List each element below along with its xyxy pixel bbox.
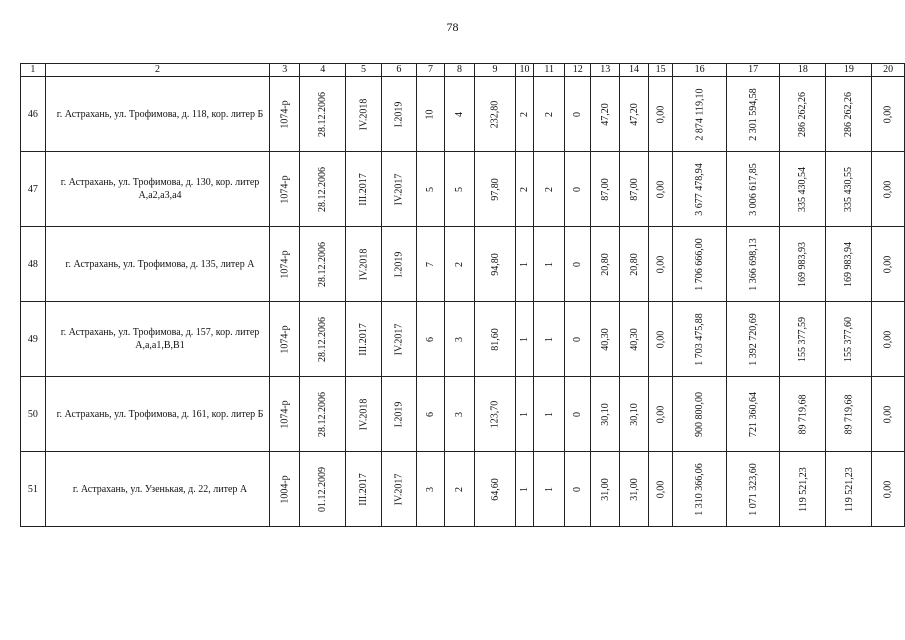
cost-local-text: 155 377,60 bbox=[843, 316, 855, 362]
planned-end-text: IV.2017 bbox=[393, 173, 405, 205]
cost-other-text: 0,00 bbox=[882, 105, 894, 123]
col-14-area-text: 87,00 bbox=[628, 177, 640, 201]
col-13-area bbox=[591, 227, 620, 302]
total-area bbox=[475, 77, 516, 152]
col-11-value bbox=[534, 227, 565, 302]
col-14-area bbox=[620, 302, 649, 377]
cost-region bbox=[780, 377, 826, 452]
col-12-value-text: 0 bbox=[572, 186, 584, 192]
col-13-area bbox=[591, 377, 620, 452]
order-date-text: 28.12.2006 bbox=[317, 166, 329, 212]
residents-count-text: 5 bbox=[424, 186, 436, 192]
col-14-area bbox=[620, 152, 649, 227]
order-date-text: 28.12.2006 bbox=[317, 91, 329, 137]
col-14-area bbox=[620, 227, 649, 302]
planned-start bbox=[346, 302, 382, 377]
planned-start-text: III.2017 bbox=[357, 172, 369, 206]
total-cost-text: 2 874 119,10 bbox=[694, 87, 706, 141]
col-10-value bbox=[515, 227, 533, 302]
planned-start-text: IV.2018 bbox=[357, 248, 369, 280]
col-10-value-text: 1 bbox=[519, 411, 531, 417]
cost-local-text: 89 719,68 bbox=[843, 394, 855, 434]
residents-count bbox=[417, 77, 445, 152]
cost-other bbox=[872, 77, 905, 152]
residents-count-text: 10 bbox=[424, 109, 436, 119]
cost-fund-text: 3 006 617,85 bbox=[747, 162, 759, 216]
cost-fund bbox=[726, 77, 780, 152]
total-area-text: 123,70 bbox=[489, 400, 501, 428]
order-date bbox=[300, 377, 346, 452]
col-14-area bbox=[620, 77, 649, 152]
col-11-value-text: 1 bbox=[543, 261, 555, 267]
residents-count bbox=[417, 377, 445, 452]
col-15-area-text: 0,00 bbox=[655, 105, 667, 123]
col-15-area-text: 0,00 bbox=[655, 330, 667, 348]
col-13-area bbox=[591, 302, 620, 377]
col-15-area bbox=[648, 377, 673, 452]
residents-count bbox=[417, 452, 445, 527]
col-13-area-text: 40,30 bbox=[599, 327, 611, 351]
col-12-value-text: 0 bbox=[572, 411, 584, 417]
cost-region bbox=[780, 77, 826, 152]
order-date bbox=[300, 302, 346, 377]
households-count bbox=[444, 302, 474, 377]
col-13-area bbox=[591, 77, 620, 152]
planned-start-text: IV.2018 bbox=[357, 98, 369, 130]
cost-other-text: 0,00 bbox=[882, 330, 894, 348]
households-count bbox=[444, 227, 474, 302]
cost-region-text: 89 719,68 bbox=[797, 394, 809, 434]
planned-end-text: I.2019 bbox=[393, 401, 405, 427]
col-11-value-text: 1 bbox=[543, 411, 555, 417]
order-number bbox=[270, 452, 300, 527]
col-10-value-text: 2 bbox=[519, 111, 531, 117]
households-count-text: 5 bbox=[453, 186, 465, 192]
cost-other-text: 0,00 bbox=[882, 180, 894, 198]
cost-region bbox=[780, 452, 826, 527]
order-number-text: 1074-р bbox=[279, 174, 291, 204]
households-count-text: 2 bbox=[453, 261, 465, 267]
col-14-area bbox=[620, 377, 649, 452]
col-12-value-text: 0 bbox=[572, 111, 584, 117]
cost-fund-text: 1 366 698,13 bbox=[747, 237, 759, 291]
planned-end-text: IV.2017 bbox=[393, 323, 405, 355]
order-number bbox=[270, 377, 300, 452]
col-10-value bbox=[515, 452, 533, 527]
row-number: 48 bbox=[21, 227, 46, 302]
header-cell: 19 bbox=[826, 64, 872, 77]
col-15-area-text: 0,00 bbox=[655, 480, 667, 498]
order-number-text: 1074-р bbox=[279, 99, 291, 129]
total-cost bbox=[673, 77, 727, 152]
total-area bbox=[475, 227, 516, 302]
total-cost-text: 900 800,00 bbox=[694, 391, 706, 437]
total-cost bbox=[673, 302, 727, 377]
col-11-value bbox=[534, 452, 565, 527]
households-count-text: 3 bbox=[453, 336, 465, 342]
cost-local-text: 119 521,23 bbox=[843, 466, 855, 512]
cost-region bbox=[780, 227, 826, 302]
col-12-value-text: 0 bbox=[572, 486, 584, 492]
cost-local-text: 335 430,55 bbox=[843, 166, 855, 212]
planned-start bbox=[346, 377, 382, 452]
total-area bbox=[475, 152, 516, 227]
households-count bbox=[444, 452, 474, 527]
table-row bbox=[21, 452, 905, 527]
table-row bbox=[21, 227, 905, 302]
planned-start-text: IV.2018 bbox=[357, 398, 369, 430]
planned-end bbox=[381, 452, 416, 527]
col-10-value-text: 1 bbox=[519, 336, 531, 342]
order-number-text: 1074-р bbox=[279, 399, 291, 429]
header-row bbox=[21, 64, 905, 77]
cost-region-text: 286 262,26 bbox=[797, 91, 809, 137]
residents-count-text: 3 bbox=[424, 486, 436, 492]
order-date-text: 28.12.2006 bbox=[317, 316, 329, 362]
header-cell: 8 bbox=[444, 64, 474, 77]
total-cost-text: 3 677 478,94 bbox=[694, 162, 706, 216]
cost-fund bbox=[726, 452, 780, 527]
planned-end-text: I.2019 bbox=[393, 101, 405, 127]
row-number: 46 bbox=[21, 77, 46, 152]
order-number-text: 1074-р bbox=[279, 249, 291, 279]
cost-region bbox=[780, 152, 826, 227]
total-cost-text: 1 706 666,00 bbox=[694, 237, 706, 291]
planned-end bbox=[381, 227, 416, 302]
col-10-value-text: 2 bbox=[519, 186, 531, 192]
address-cell: г. Астрахань, ул. Трофимова, д. 157, кор. литер А,а,а1,В,В1 bbox=[45, 302, 270, 377]
cost-local-text: 169 983,94 bbox=[843, 241, 855, 287]
col-13-area-text: 30,10 bbox=[599, 402, 611, 426]
header-cell: 17 bbox=[726, 64, 780, 77]
planned-end bbox=[381, 152, 416, 227]
order-number bbox=[270, 152, 300, 227]
total-cost-text: 1 703 475,88 bbox=[694, 312, 706, 366]
header-cell: 12 bbox=[565, 64, 591, 77]
header-cell: 2 bbox=[45, 64, 270, 77]
col-12-value bbox=[565, 377, 591, 452]
header-cell: 7 bbox=[417, 64, 445, 77]
col-11-value-text: 2 bbox=[543, 111, 555, 117]
col-13-area-text: 47,20 bbox=[599, 102, 611, 126]
col-12-value bbox=[565, 227, 591, 302]
col-13-area bbox=[591, 152, 620, 227]
cost-local bbox=[826, 152, 872, 227]
header-cell: 5 bbox=[346, 64, 382, 77]
cost-other bbox=[872, 227, 905, 302]
total-cost bbox=[673, 452, 727, 527]
total-cost bbox=[673, 377, 727, 452]
total-area-text: 232,80 bbox=[489, 100, 501, 128]
col-15-area bbox=[648, 452, 673, 527]
col-12-value bbox=[565, 452, 591, 527]
order-date bbox=[300, 227, 346, 302]
header-cell: 4 bbox=[300, 64, 346, 77]
col-15-area bbox=[648, 227, 673, 302]
cost-other bbox=[872, 152, 905, 227]
col-13-area-text: 87,00 bbox=[599, 177, 611, 201]
cost-other bbox=[872, 377, 905, 452]
col-13-area bbox=[591, 452, 620, 527]
row-number: 47 bbox=[21, 152, 46, 227]
header-cell: 16 bbox=[673, 64, 727, 77]
total-area bbox=[475, 302, 516, 377]
households-count bbox=[444, 377, 474, 452]
households-count-text: 3 bbox=[453, 411, 465, 417]
planned-start bbox=[346, 77, 382, 152]
header-cell: 6 bbox=[381, 64, 416, 77]
col-14-area-text: 40,30 bbox=[628, 327, 640, 351]
residents-count-text: 6 bbox=[424, 336, 436, 342]
cost-other bbox=[872, 302, 905, 377]
planned-start bbox=[346, 227, 382, 302]
planned-start-text: III.2017 bbox=[357, 322, 369, 356]
planned-end bbox=[381, 302, 416, 377]
col-12-value bbox=[565, 77, 591, 152]
col-11-value bbox=[534, 77, 565, 152]
col-12-value-text: 0 bbox=[572, 336, 584, 342]
col-13-area-text: 31,00 bbox=[599, 477, 611, 501]
col-14-area-text: 20,80 bbox=[628, 252, 640, 276]
planned-end bbox=[381, 377, 416, 452]
cost-fund bbox=[726, 302, 780, 377]
cost-region-text: 169 983,93 bbox=[797, 241, 809, 287]
address-cell: г. Астрахань, ул. Трофимова, д. 118, кор. литер Б bbox=[45, 77, 270, 152]
households-count bbox=[444, 77, 474, 152]
table-row bbox=[21, 377, 905, 452]
total-area-text: 94,80 bbox=[489, 252, 501, 276]
col-11-value-text: 1 bbox=[543, 486, 555, 492]
row-number: 51 bbox=[21, 452, 46, 527]
households-count bbox=[444, 152, 474, 227]
cost-local bbox=[826, 377, 872, 452]
households-count-text: 2 bbox=[453, 486, 465, 492]
cost-fund-text: 721 360,64 bbox=[747, 391, 759, 437]
header-cell: 15 bbox=[648, 64, 673, 77]
order-number bbox=[270, 77, 300, 152]
table-row bbox=[21, 302, 905, 377]
address-cell: г. Астрахань, ул. Трофимова, д. 130, кор. литер А,а2,а3,а4 bbox=[45, 152, 270, 227]
cost-region-text: 119 521,23 bbox=[797, 466, 809, 512]
col-12-value bbox=[565, 302, 591, 377]
order-number bbox=[270, 227, 300, 302]
col-11-value-text: 1 bbox=[543, 336, 555, 342]
cost-fund-text: 1 392 720,69 bbox=[747, 312, 759, 366]
cost-fund-text: 2 301 594,58 bbox=[747, 87, 759, 141]
header-cell: 3 bbox=[270, 64, 300, 77]
col-15-area bbox=[648, 152, 673, 227]
table-row bbox=[21, 77, 905, 152]
cost-other bbox=[872, 452, 905, 527]
page-number: 78 bbox=[446, 20, 459, 34]
order-date bbox=[300, 152, 346, 227]
col-14-area-text: 30,10 bbox=[628, 402, 640, 426]
cost-fund bbox=[726, 227, 780, 302]
col-11-value bbox=[534, 377, 565, 452]
row-number: 50 bbox=[21, 377, 46, 452]
table-row bbox=[21, 152, 905, 227]
row-number: 49 bbox=[21, 302, 46, 377]
residents-count bbox=[417, 302, 445, 377]
cost-local-text: 286 262,26 bbox=[843, 91, 855, 137]
col-15-area-text: 0,00 bbox=[655, 180, 667, 198]
cost-local bbox=[826, 452, 872, 527]
residents-count bbox=[417, 152, 445, 227]
header-cell: 1 bbox=[21, 64, 46, 77]
order-date bbox=[300, 77, 346, 152]
col-11-value bbox=[534, 152, 565, 227]
col-12-value bbox=[565, 152, 591, 227]
planned-end bbox=[381, 77, 416, 152]
planned-start bbox=[346, 152, 382, 227]
col-14-area bbox=[620, 452, 649, 527]
total-cost bbox=[673, 227, 727, 302]
total-cost-text: 1 310 366,06 bbox=[694, 462, 706, 516]
header-cell: 10 bbox=[515, 64, 533, 77]
cost-local bbox=[826, 77, 872, 152]
residents-count-text: 6 bbox=[424, 411, 436, 417]
address-cell: г. Астрахань, ул. Трофимова, д. 135, литер А bbox=[45, 227, 270, 302]
col-11-value bbox=[534, 302, 565, 377]
cost-region-text: 335 430,54 bbox=[797, 166, 809, 212]
cost-other-text: 0,00 bbox=[882, 480, 894, 498]
col-14-area-text: 47,20 bbox=[628, 102, 640, 126]
cost-region bbox=[780, 302, 826, 377]
col-10-value bbox=[515, 377, 533, 452]
residents-count-text: 7 bbox=[424, 261, 436, 267]
planned-start-text: III.2017 bbox=[357, 472, 369, 506]
col-11-value-text: 2 bbox=[543, 186, 555, 192]
cost-local bbox=[826, 227, 872, 302]
order-date-text: 28.12.2006 bbox=[317, 391, 329, 437]
total-area-text: 97,80 bbox=[489, 177, 501, 201]
order-date-text: 01.12.2009 bbox=[317, 466, 329, 512]
cost-fund-text: 1 071 323,60 bbox=[747, 462, 759, 516]
total-area bbox=[475, 377, 516, 452]
total-cost bbox=[673, 152, 727, 227]
col-13-area-text: 20,80 bbox=[599, 252, 611, 276]
order-number bbox=[270, 302, 300, 377]
cost-other-text: 0,00 bbox=[882, 405, 894, 423]
header-cell: 20 bbox=[872, 64, 905, 77]
registry-table bbox=[20, 63, 905, 527]
col-14-area-text: 31,00 bbox=[628, 477, 640, 501]
col-12-value-text: 0 bbox=[572, 261, 584, 267]
header-cell: 13 bbox=[591, 64, 620, 77]
cost-fund bbox=[726, 152, 780, 227]
planned-end-text: I.2019 bbox=[393, 251, 405, 277]
col-10-value bbox=[515, 302, 533, 377]
residents-count bbox=[417, 227, 445, 302]
col-15-area bbox=[648, 77, 673, 152]
order-number-text: 1074-р bbox=[279, 324, 291, 354]
total-area-text: 81,60 bbox=[489, 327, 501, 351]
col-15-area-text: 0,00 bbox=[655, 255, 667, 273]
header-cell: 14 bbox=[620, 64, 649, 77]
address-cell: г. Астрахань, ул. Узенькая, д. 22, литер А bbox=[45, 452, 270, 527]
cost-local bbox=[826, 302, 872, 377]
planned-start bbox=[346, 452, 382, 527]
col-10-value bbox=[515, 152, 533, 227]
cost-other-text: 0,00 bbox=[882, 255, 894, 273]
order-number-text: 1004-р bbox=[279, 474, 291, 504]
col-10-value bbox=[515, 77, 533, 152]
header-cell: 9 bbox=[475, 64, 516, 77]
address-cell: г. Астрахань, ул. Трофимова, д. 161, кор. литер Б bbox=[45, 377, 270, 452]
order-date-text: 28.12.2006 bbox=[317, 241, 329, 287]
total-area-text: 64,60 bbox=[489, 477, 501, 501]
col-15-area bbox=[648, 302, 673, 377]
header-cell: 11 bbox=[534, 64, 565, 77]
col-10-value-text: 1 bbox=[519, 261, 531, 267]
cost-fund bbox=[726, 377, 780, 452]
cost-region-text: 155 377,59 bbox=[797, 316, 809, 362]
planned-end-text: IV.2017 bbox=[393, 473, 405, 505]
col-10-value-text: 1 bbox=[519, 486, 531, 492]
col-15-area-text: 0,00 bbox=[655, 405, 667, 423]
order-date bbox=[300, 452, 346, 527]
households-count-text: 4 bbox=[453, 111, 465, 117]
total-area bbox=[475, 452, 516, 527]
header-cell: 18 bbox=[780, 64, 826, 77]
